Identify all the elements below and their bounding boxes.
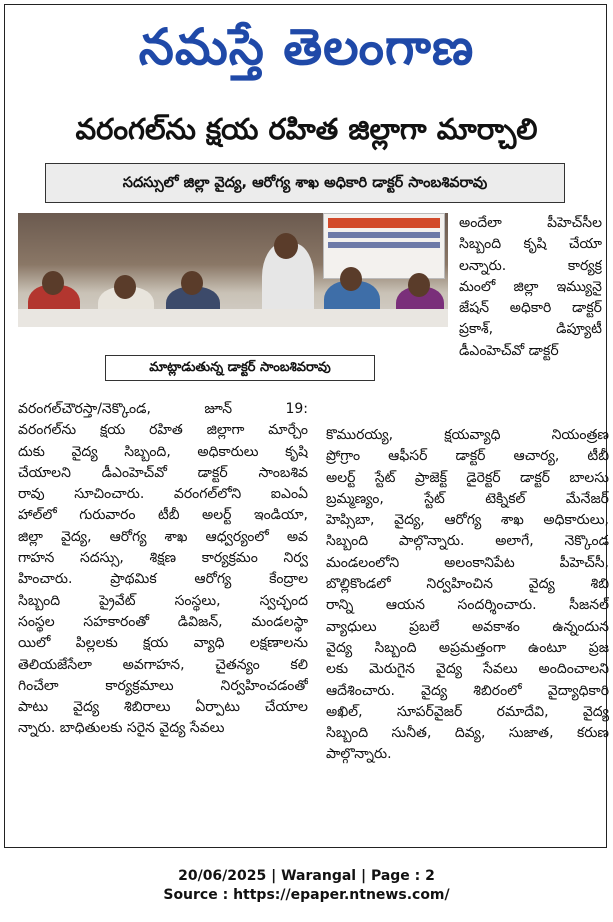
article-text-line: సంస్థల సహకారంతో డివిజన్, మండలస్థా: [18, 613, 308, 630]
article-text-line: సిబ్బంది పాల్గొన్నారు. అలాగే, నెక్కొండ: [326, 533, 609, 550]
article-text-line: కొమురయ్య, క్షయవ్యాధి నియంత్రణ: [326, 427, 609, 443]
article-text-line: న్నారు. బాధితులకు సరైన వైద్య సేవలు: [18, 720, 225, 737]
article-column-left: [18, 399, 308, 740]
article-text-line: గాహన సదస్సు, శిక్షణ కార్యక్రమం నిర్వ: [18, 550, 308, 567]
article-text-line: హించారు. ప్రాథమిక ఆరోగ్య కేంద్రాల: [18, 571, 308, 588]
event-banner: [323, 213, 445, 279]
article-text-line: సిబ్బంది సునీత, దివ్య, సుజాత, కరుణ: [326, 725, 609, 742]
article-text-line: పాటు వైద్య శిబిరాలు ఏర్పాటు చేయాల: [18, 699, 308, 716]
article-text-line: ప్రోగ్రాం ఆఫీసర్ డాక్టర్ ఆచార్య, టీబీ: [326, 448, 609, 465]
article-text-line: డీఎంహెచ్‌వో డాక్టర్: [459, 342, 559, 359]
article-text-line: హాల్‌లో గురువారం టీబీ అలర్ట్ ఇండియా,: [18, 507, 308, 524]
article-headline: వరంగల్‌ను క్షయ రహిత జిల్లాగా మార్చాలి: [75, 112, 538, 146]
article-text-line: లన్నారు. కార్యక్ర: [459, 257, 602, 274]
article-column-right-top: [459, 213, 602, 362]
article-text-line: జేషన్ అధికారి డాక్టర్: [459, 300, 602, 317]
article-text-line: దుకు వైద్య సిబ్బంది, అధికారులు కృషి: [18, 443, 308, 460]
article-text-line: ప్రకాశ్, డిప్యూటీ: [459, 321, 602, 338]
article-text-line: పాల్గొన్నారు.: [326, 746, 392, 763]
article-text-line: చేయాలని డీఎంహెచ్‌వో డాక్టర్ సాంబశివ: [18, 464, 308, 481]
article-subheadline: సదస్సులో జిల్లా వైద్య, ఆరోగ్య శాఖ అధికారి డాక్టర్ సాంబశివరావు: [45, 163, 565, 203]
article-column-right-bottom: [326, 425, 609, 766]
article-text-line: సిబ్బంది ప్రైవేట్ సంస్థలు, స్వచ్ఛంద: [18, 592, 308, 609]
footer-source-line: Source : https://epaper.ntnews.com/: [163, 887, 450, 903]
footer-date-line: 20/06/2025 | Warangal | Page : 2: [178, 868, 435, 884]
article-text-line: వరంగల్‌ను క్షయ రహిత జిల్లాగా మార్చేం: [18, 422, 308, 439]
article-text-line: తెలియజేసేలా అవగాహన, చైతన్యం కలి: [18, 656, 308, 673]
article-text-line: రాన్ని ఆయన సందర్శించారు. సీజనల్: [326, 597, 609, 614]
article-text-line: అఖిల్, సూపర్‌వైజర్ రమాదేవి, వైద్య: [326, 703, 609, 720]
photo-caption: మాట్లాడుతున్న డాక్టర్ సాంబశివరావు: [105, 355, 375, 381]
article-text-line: లకు మెరుగైన వైద్య సేవలు అందించాలని: [326, 661, 609, 678]
article-text-line: మండలంలోని అలంకానిపేట పీహెచ్‌సీ,: [326, 554, 609, 571]
news-photo: [18, 213, 448, 327]
article-text-line: జిల్లా వైద్య, ఆరోగ్య శాఖ ఆధ్వర్యంలో అవ: [18, 528, 308, 545]
clipping-frame: [4, 4, 607, 848]
article-text-line: ఆదేశించారు. వైద్య శిబిరంలో వైద్యాధికారి: [326, 682, 609, 699]
article-text-line: గించేలా కార్యక్రమాలు నిర్వహించడంతో: [18, 677, 308, 694]
article-text-line: వ్యాధులు ప్రబలే అవకాశం ఉన్నందున: [326, 618, 609, 635]
article-text-line: అలర్ట్ స్టేట్ ప్రాజెక్ట్ డైరెక్టర్ డాక్టర్ బాలసు: [326, 469, 609, 486]
article-text-line: బ్రమ్మణ్యం, స్టేట్ టెక్నికల్ మేనేజర్: [326, 490, 609, 507]
newspaper-masthead: నమస్తే తెలంగాణ: [138, 18, 475, 76]
article-text-line: వైద్య సిబ్బంది అప్రమత్తంగా ఉంటూ ప్రజ: [326, 639, 609, 656]
article-text-line: సిబ్బంది కృషి చేయా: [459, 236, 602, 253]
article-text-line: హెప్సిబా, వైద్య, ఆరోగ్య శాఖ అధికారులు,: [326, 512, 609, 529]
article-text-line: అందేలా పీహెచ్‌సీల: [459, 215, 602, 231]
article-text-line: రావు సూచించారు. వరంగల్‌లోని ఐఎంఏ: [18, 486, 308, 503]
article-text-line: యిలో పిల్లలకు క్షయ వ్యాధి లక్షణాలను: [18, 635, 308, 652]
article-text-line: మంలో జిల్లా ఇమ్యునై: [459, 278, 602, 295]
article-text-line: వరంగల్‌చౌరస్తా/నెక్కొండ, జూన్ 19:: [18, 401, 308, 417]
article-text-line: బొల్లికొండలో నిర్వహించిన వైద్య శిబి: [326, 576, 609, 593]
